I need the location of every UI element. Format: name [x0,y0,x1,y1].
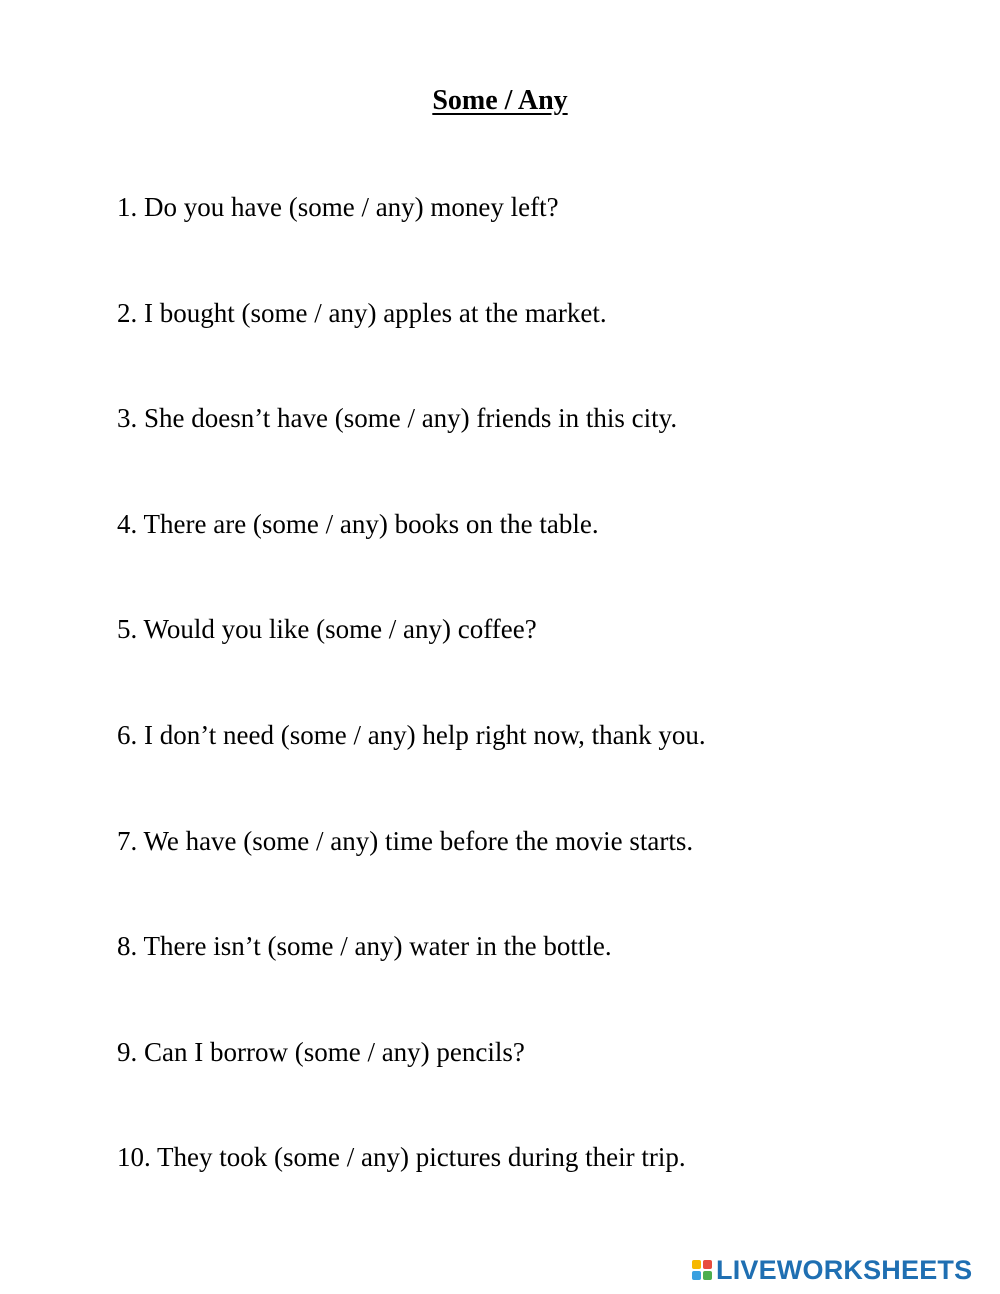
exercise-item-2: 2. I bought (some / any) apples at the market. [117,297,607,328]
exercise-item-10: 10. They took (some / any) pictures during their trip. [117,1142,686,1173]
exercise-item-4: 4. There are (some / any) books on the table. [117,508,599,539]
liveworksheets-logo [692,1255,972,1285]
exercise-item-5: 5. Would you like (some / any) coffee? [117,614,537,645]
logo-text: LIVEWORKSHEETS [716,1255,973,1285]
exercise-item-8: 8. There isn’t (some / any) water in the bottle. [117,931,612,962]
logo-mark-square [703,1260,712,1269]
worksheet-title: Some / Any [432,85,568,116]
exercise-list [117,190,957,1246]
exercise-item-6: 6. I don’t need (some / any) help right now, thank you. [117,719,706,750]
exercise-item-1: 1. Do you have (some / any) money left? [117,192,559,222]
exercise-item-9: 9. Can I borrow (some / any) pencils? [117,1036,525,1067]
logo-mark-square [692,1260,701,1269]
logo-mark-icon [692,1260,712,1280]
exercise-item-7: 7. We have (some / any) time before the movie starts. [117,825,694,856]
logo-mark-square [692,1271,701,1280]
logo-mark-square [703,1271,712,1280]
exercise-item-3: 3. She doesn’t have (some / any) friends in this city. [117,403,678,434]
